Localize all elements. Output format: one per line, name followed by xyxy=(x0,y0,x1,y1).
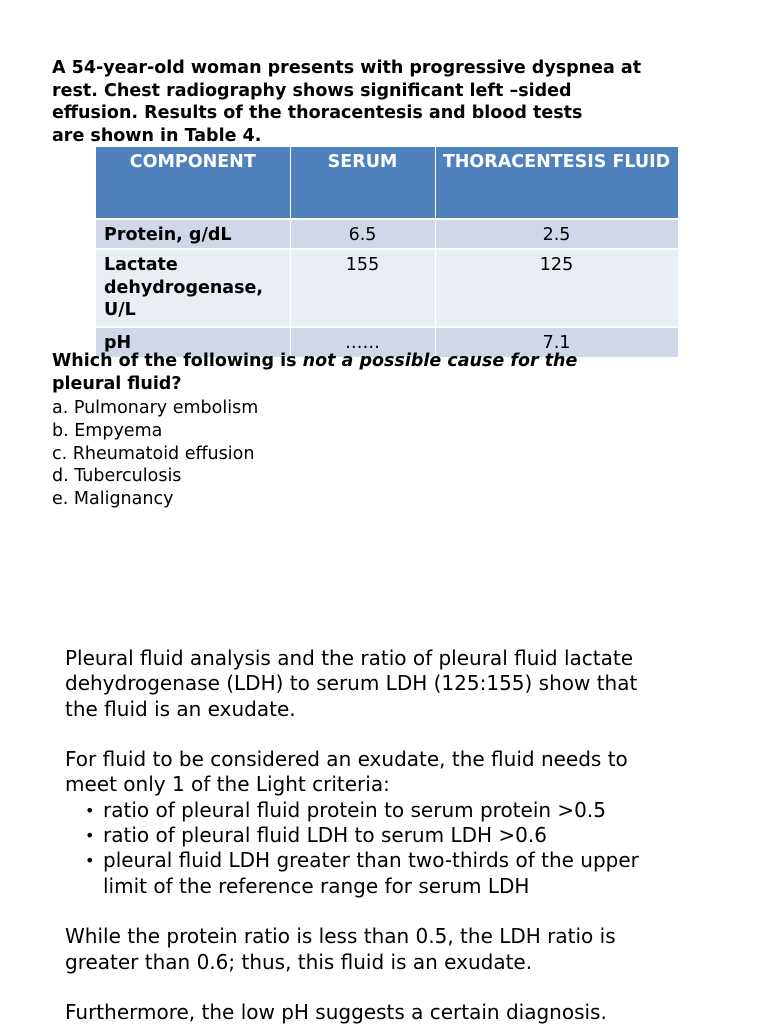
question-stem xyxy=(52,57,732,147)
table-row xyxy=(96,249,678,327)
header-fluid: THORACENTESIS FLUID xyxy=(435,147,678,219)
criteria-item: • pleural fluid LDH greater than two-thirds of the upper xyxy=(65,848,745,873)
lab-results-table xyxy=(96,147,679,357)
stem-line: are shown in Table 4. xyxy=(52,125,262,146)
option-b[interactable]: b. Empyema xyxy=(52,420,163,441)
explanation-line: Pleural fluid analysis and the ratio of pleural fluid lactate xyxy=(65,646,634,670)
explanation-line: greater than 0.6; thus, this fluid is an exudate. xyxy=(65,949,533,974)
question-prompt xyxy=(52,350,752,395)
prompt-prefix: Which of the following is xyxy=(52,351,303,371)
stem-line: rest. Chest radiography shows significant left –sided xyxy=(52,80,572,101)
option-c[interactable]: c. Rheumatoid effusion xyxy=(52,443,255,464)
explanation-line: For fluid to be considered an exudate, the fluid needs to xyxy=(65,747,628,772)
option-e[interactable]: e. Malignancy xyxy=(52,489,174,510)
prompt-emphasis: not a possible cause for the xyxy=(302,351,578,371)
header-serum: SERUM xyxy=(290,147,435,219)
prompt-line-2: pleural fluid? xyxy=(52,373,182,394)
explanation-line: While the protein ratio is less than 0.5, the LDH ratio is xyxy=(65,924,616,949)
row-serum: 155 xyxy=(290,249,435,327)
row-component: pH xyxy=(96,327,290,357)
row-component: Lactate dehydrogenase, U/L xyxy=(96,249,290,327)
stem-line: effusion. Results of the thoracentesis and blood tests xyxy=(52,103,583,123)
header-component: COMPONENT xyxy=(96,147,290,219)
explanation-line: meet only 1 of the Light criteria: xyxy=(65,772,390,797)
option-d[interactable]: d. Tuberculosis xyxy=(52,466,182,487)
table-row xyxy=(96,219,678,249)
row-fluid: 125 xyxy=(435,249,678,327)
row-fluid: 2.5 xyxy=(435,219,678,249)
criteria-item-continued: limit of the reference range for serum LDH xyxy=(103,873,530,898)
criteria-item: • ratio of pleural fluid LDH to serum LDH >0.6 xyxy=(65,823,745,848)
light-criteria-list xyxy=(65,798,745,899)
explanation-line: dehydrogenase (LDH) to serum LDH (125:155) show that xyxy=(65,671,638,696)
row-component: Protein, g/dL xyxy=(96,219,290,249)
criteria-item: • ratio of pleural fluid protein to serum protein >0.5 xyxy=(65,798,745,823)
row-serum: 6.5 xyxy=(290,219,435,249)
table-header-row xyxy=(96,147,678,219)
explanation xyxy=(65,646,745,1025)
explanation-line: the fluid is an exudate. xyxy=(65,696,296,721)
stem-line: A 54-year-old woman presents with progressive dyspnea at xyxy=(52,58,642,78)
explanation-line: Furthermore, the low pH suggests a certain diagnosis. xyxy=(65,1000,607,1025)
answer-options xyxy=(52,397,258,511)
row-serum: …… xyxy=(290,327,435,357)
option-a[interactable]: a. Pulmonary embolism xyxy=(52,398,259,418)
row-fluid: 7.1 xyxy=(435,327,678,357)
